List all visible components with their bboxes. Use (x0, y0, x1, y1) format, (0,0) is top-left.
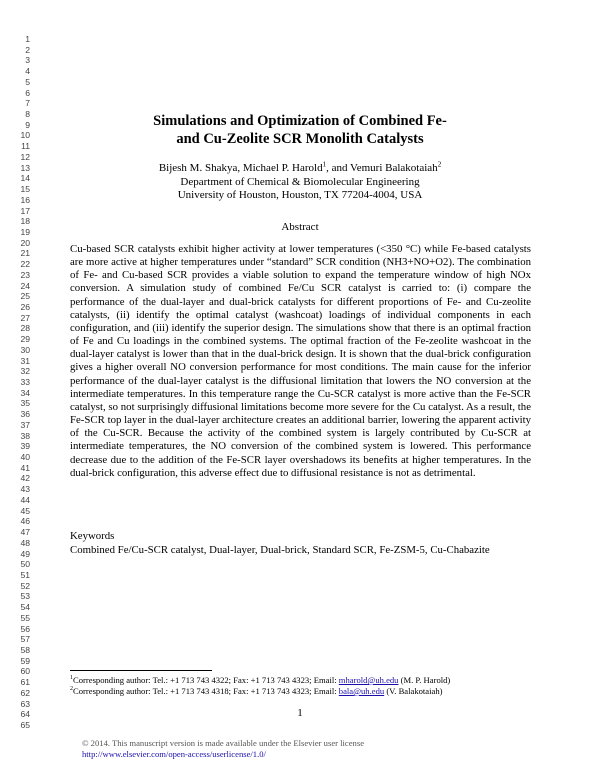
line-number: 14 (20, 173, 30, 184)
line-number: 33 (20, 377, 30, 387)
line-number: 28 (20, 323, 30, 334)
line-number: 49 (20, 548, 30, 559)
line-number: 64 (20, 709, 30, 720)
footnote-mark: 1 (70, 675, 73, 682)
line-number: 16 (20, 194, 30, 205)
line-number: 7 (25, 98, 30, 109)
line-number: 30 (20, 344, 30, 355)
line-number: 2 (25, 44, 30, 55)
author-department: Department of Chemical & Biomolecular Engineering (180, 175, 420, 188)
footnote-mark: 2 (70, 686, 73, 693)
line-number-gutter (8, 34, 30, 731)
line-number: 36 (20, 409, 30, 420)
line-number: 59 (20, 655, 30, 666)
line-number: 11 (21, 141, 30, 152)
line-number: 5 (25, 76, 30, 87)
line-number: 44 (20, 494, 30, 505)
line-number: 55 (20, 612, 30, 623)
line-number: 24 (20, 280, 30, 291)
line-number: 56 (20, 623, 30, 634)
footnote-1 (70, 675, 540, 686)
line-number: 53 (20, 591, 30, 602)
page-number: 1 (297, 707, 303, 719)
footnote-divider (70, 670, 212, 671)
abstract-heading: Abstract (281, 221, 319, 233)
license-notice (82, 738, 502, 760)
license-text: © 2014. This manuscript version is made available under the Elsevier user license (82, 738, 365, 748)
line-number: 15 (20, 184, 30, 195)
title-line-1: Simulations and Optimization of Combined Fe- (153, 113, 447, 129)
line-number: 8 (25, 109, 30, 120)
keywords-list: Combined Fe/Cu-SCR catalyst, Dual-layer, Dual-brick, Standard SCR, Fe-ZSM-5, Cu-Chabazite (70, 544, 490, 556)
author-footnote-mark-2: 2 (437, 160, 442, 169)
line-number: 25 (20, 291, 30, 302)
license-url-link[interactable]: http://www.elsevier.com/open-access/userlicense/1.0/ (82, 749, 266, 759)
author-footnote-mark-1: 1 (322, 160, 327, 169)
abstract-body: Cu-based SCR catalysts exhibit higher activity at lower temperatures (<350 °C) while Fe-based catalysts are more active at higher temperatures under “standard” SCR condition (NH3+NO+O2). The combination of Fe- and Cu-based SCR provides a viable solution to expand the temperature window of high NOx conversion. A simulation study of combined Fe/Cu SCR catalyst is carried to: (i) compare the performance of the dual-layer and dual-brick catalysts for different proportions of Fe- and Cu-zeolite catalysts, (ii) identify the optimal catalyst (washcoat) loadings of individual components in each configuration, and (iii) identify the superior design. The simulations show that there is an optimal fraction of Fe and Cu loadings in the combined systems. The optimal fraction of the Fe-zeolite washcoat in the dual-layer catalyst is lower than that in the dual-brick design. It is shown that the dual-brick configuration gives a higher overall NO conversion performance for most conditions. The main cause for the inferior performance of the dual-layer catalyst is the diffusional limitation that lowers the NO conversion at the intermediate temperatures. In this temperature range the Cu-SCR catalyst is more active than the Fe-SCR catalyst, so not surprisingly diffusional limitations become more severe for the Cu catalyst. As a result, the Fe-SCR top layer in the dual-layer architecture creates an additional barrier, lowering the apparent activity of the Cu-SCR. Because the activity of the combined system is largely contributed by Cu-SCR at intermediate temperatures, the NO conversion of the combined system is lowered. This performance decrease due to the addition of the Fe-SCR layer overshadows its benefits at higher temperatures. In the dual-brick configuration, this adverse effect due to diffusional resistance is not as detrimental. (70, 243, 531, 479)
line-number: 62 (20, 687, 30, 698)
author-university: University of Houston, Houston, TX 77204-4004, USA (177, 189, 423, 202)
line-number: 1 (25, 34, 30, 44)
line-number: 50 (20, 559, 30, 570)
line-number: 35 (20, 398, 30, 409)
line-number: 12 (20, 151, 30, 162)
keywords-heading: Keywords (70, 530, 115, 542)
line-number: 26 (20, 301, 30, 312)
line-number: 42 (20, 473, 30, 484)
footnote-tail: (M. P. Harold) (398, 675, 451, 685)
line-number: 27 (20, 312, 30, 323)
email-link-harold[interactable]: mharold@uh.edu (338, 675, 399, 685)
title-line-2: and Cu-Zeolite SCR Monolith Catalysts (176, 131, 424, 147)
line-number: 58 (20, 644, 30, 655)
footnote-tail: (V. Balakotaiah) (384, 686, 443, 696)
line-number: 57 (20, 634, 30, 645)
line-number: 21 (20, 248, 30, 259)
line-number: 29 (20, 334, 30, 345)
line-number: 61 (20, 677, 30, 688)
line-number: 38 (20, 430, 30, 441)
line-number: 23 (20, 269, 30, 280)
paper-title (100, 112, 500, 148)
line-number: 3 (25, 55, 30, 66)
line-number: 46 (20, 516, 30, 527)
footnote-text: Corresponding author: Tel.: +1 713 743 4318; Fax: +1 713 743 4323; Email: (73, 686, 339, 696)
line-number: 60 (20, 666, 30, 677)
footnote-text: Corresponding author: Tel.: +1 713 743 4322; Fax: +1 713 743 4323; Email: (73, 675, 339, 685)
line-number: 51 (20, 569, 30, 580)
line-number: 22 (20, 259, 30, 270)
line-number: 18 (20, 216, 30, 227)
line-number: 41 (20, 462, 30, 473)
line-number: 6 (25, 87, 30, 98)
line-number: 43 (20, 484, 30, 495)
author-names (100, 162, 500, 176)
line-number: 39 (20, 441, 30, 452)
line-number: 31 (20, 355, 30, 366)
line-number: 32 (20, 366, 30, 377)
line-number: 52 (20, 580, 30, 591)
line-number: 63 (20, 698, 30, 709)
author-balakotaiah: , and Vemuri Balakotaiah (326, 162, 438, 174)
line-number: 47 (20, 527, 30, 538)
author-harold: Bijesh M. Shakya, Michael P. Harold (158, 162, 323, 174)
line-number: 40 (20, 452, 30, 463)
line-number: 4 (25, 66, 30, 77)
line-number: 48 (20, 537, 30, 548)
footnote-2 (70, 686, 540, 697)
line-number: 19 (20, 226, 30, 237)
line-number: 54 (20, 602, 30, 613)
email-link-balakotaiah[interactable]: bala@uh.edu (338, 686, 385, 696)
author-block (100, 162, 500, 203)
line-number: 34 (20, 387, 30, 398)
line-number: 9 (25, 119, 30, 130)
line-number: 10 (20, 130, 30, 141)
line-number: 13 (20, 162, 30, 173)
line-number: 20 (20, 237, 30, 248)
line-number: 37 (20, 419, 30, 430)
line-number: 45 (20, 505, 30, 516)
line-number: 65 (20, 720, 30, 730)
line-number: 17 (20, 205, 30, 216)
